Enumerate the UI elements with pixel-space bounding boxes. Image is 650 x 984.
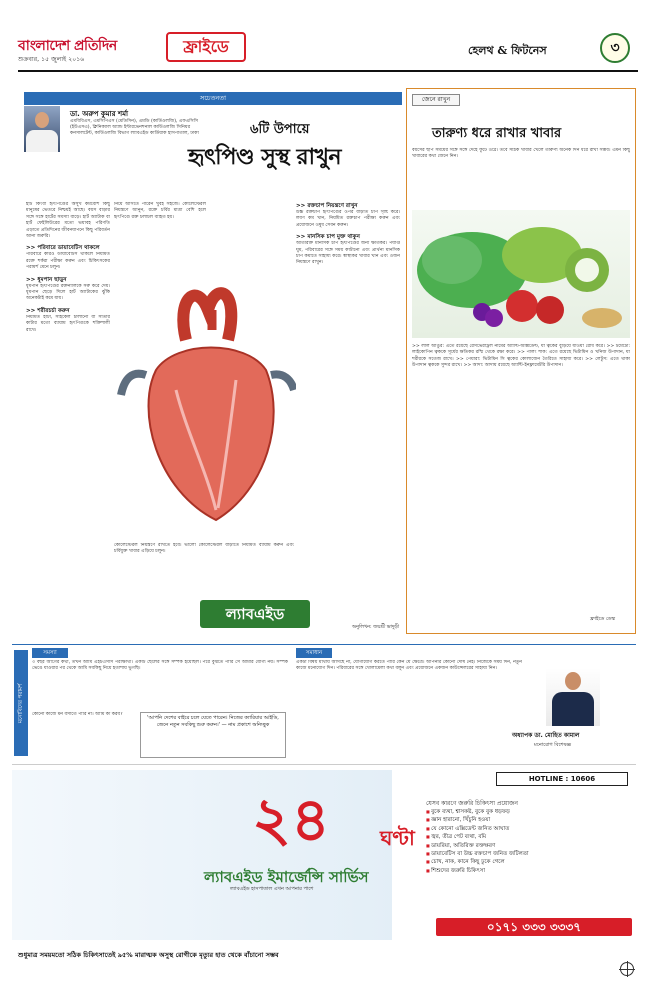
food-article-label: জেনে রাখুন <box>412 94 460 106</box>
ginger <box>582 308 622 328</box>
pull-quote: 'আপনি দেশের বাইরে চলে যেতে পারেন। নিজের ক্যারিয়ার আইডি, জেনে নতুন সবকিছু শুরু করুন।' — নাম প্রকাশে অনিচ্ছুক <box>140 712 286 758</box>
author-credentials: এমবিবিএস, এমসিপিএস (মেডিসিন), এমডি (কার্ডিওলজি), এফএসিসি (ইউএসএ), ক্লিনিক্যাল অ্যান্ড ইন্টারভেনশনাল কার্ডিওলজি সিনিয়র কনসালটেন্ট, কার্ডিওলজি বিভাগ ল্যাবএইড কার্ডিয়াক হাসপাতাল, ঢাকা <box>70 119 199 137</box>
paragraph-smoking: ধূমপান হৃৎপিণ্ডের রক্তনালিকে সরু করে দেয়। ধূমপান ছেড়ে দিলে হার্ট অ্যাটাকের ঝুঁকি অনেকটাই কমে যায়। <box>26 283 110 302</box>
article-category-label: সচেতনতা <box>24 92 402 105</box>
paragraph-diabetes: পরিবারে কারও ডায়াবেটিস থাকলে নিয়মিত রক্তে শর্করা পরীক্ষা করুন এবং চিকিৎসকের পরামর্শ মেনে চলুন। <box>26 252 110 271</box>
food-article-intro: বয়সের ছাপ সময়ের সঙ্গে সঙ্গে দেহে ফুটে ওঠে। তবে সঠিক খাবার খেলে তারুণ্য অনেক দিন ধরে রাখা সম্ভব। এমন কিছু খাবারের কথা জেনে নিন। <box>412 148 630 160</box>
list-item: ■ জ্বর, তীব্র পেট ব্যথা, বমি <box>426 833 630 841</box>
header-divider <box>18 70 638 72</box>
solution-label: সমাধান <box>296 648 332 658</box>
subheading-exercise: >> শরীরচর্চা করুন <box>26 307 70 314</box>
problem-label: সমস্যা <box>32 648 68 658</box>
aorta-arch <box>183 293 231 340</box>
author-name: ডা. অরুপ কুমার শর্মা <box>70 110 129 118</box>
vein <box>271 374 294 390</box>
heart-illustration <box>116 280 296 538</box>
issue-date: শুক্রবার, ১৫ জুলাই ২০১৬ <box>18 56 85 63</box>
page-number: ৩ <box>600 33 630 63</box>
problem-text: ৩ বছর আগের কথা, তখন আমি এইচএসসি পরীক্ষার্থী। একটি ছেলের সঙ্গে সম্পর্ক হয়েছিল। পরে বুঝতে পারি সে আমার যোগ্য নয়। সম্পর্ক ভেঙে যাওয়ার পর থেকে আমি সবকিছু নিয়ে হতাশায় ভুগছি। <box>32 660 288 672</box>
author-photo <box>24 106 60 152</box>
article-column-1 <box>26 202 110 632</box>
vein <box>121 374 146 395</box>
food-article-body: >> লাল আঙুর: এতে রয়েছে রেসভেরাট্রল নামের অ্যান্টি-অক্সিডেন্ট, যা ত্বকের বুড়িয়ে যাওয়া রোধ করে। >> টমেটো: লাইকোপিন ত্বককে সূর্যের ক্ষতিকর রশ্মি থেকে রক্ষা করে। >> পালং শাক: এতে রয়েছে ভিটামিন ও খনিজ উপাদান, যা শরীরকে সতেজ রাখে। >> পেয়ারা: ভিটামিন সি ত্বকের কোলাজেন তৈরিতে সাহায্য করে। >> লেটুস: এতে থাকা উপাদান ত্বককে সুন্দর রাখে। >> আদা: আদায় রয়েছে অ্যান্টি-ইনফ্লামেটরি উপাদান। <box>412 344 630 369</box>
food-article-credit: ফ্রাইডে ডেস্ক <box>590 616 616 622</box>
list-item: ■ জ্ঞান হারানো, খিঁচুনি হওয়া <box>426 816 630 824</box>
paragraph-blood-pressure: উচ্চ রক্তচাপ হৃৎপিণ্ডের ওপর বাড়তি চাপ সৃষ্টি করে। লবণ কম খান, নিয়মিত রক্তচাপ পরীক্ষা করুন এবং প্রয়োজনে ওষুধ সেবন করুন। <box>296 210 400 228</box>
list-item: ■ বুকে ব্যথা, শ্বাসকষ্ট, বুকে বুক ধড়ফড় <box>426 808 630 816</box>
paragraph-exercise: নিয়মিত হাঁটা, সাইকেল চালানো বা সাঁতার কাটার মতো ব্যায়াম হৃৎপিণ্ডকে শক্তিশালী রাখে। <box>26 314 110 333</box>
ad-hours-word: ঘণ্টা <box>380 826 415 850</box>
subheading-blood-pressure: >> রক্তচাপ নিয়ন্ত্রণে রাখুন <box>296 203 358 209</box>
ad-hours-number: ২৪ <box>252 785 330 855</box>
hotline-box: HOTLINE : 10606 <box>496 772 628 786</box>
grapes <box>485 309 503 327</box>
problem-text-continued: কোনো কাজে মন বসাতে পারি না। আমি কী করব? <box>32 712 123 717</box>
registration-mark-icon <box>620 962 634 976</box>
article-intro: হার্ট কিংবা হৃৎপিণ্ডের অসুখ কমবেশি কিছু মানুষের ভেতরে নিশ্চয়ই আছে। বয়স বাড়ার সঙ্গে সঙ্গে হার্টের সমস্যা বাড়ে। হার্ট অ্যাটাক বা হার্ট ফেইলিউরের মতো ভয়াবহ পরিণতি এড়াতে প্রতিদিনের জীবনযাপনে কিছু পরিবর্তন আনা জরুরি। <box>26 202 110 240</box>
newspaper-name: বাংলাদেশ প্রতিদিন <box>18 38 117 54</box>
ad-tagline: ল্যাবএইড হাসপাতাল এখন আপনার পাশে <box>230 886 314 892</box>
article-column-3 <box>296 202 400 596</box>
list-item: ■ চোখ, নাক, কানে কিছু ঢুকে গেলে <box>426 858 630 866</box>
subheading-stress: >> মানসিক চাপ মুক্ত থাকুন <box>296 234 360 241</box>
qa-side-label: মনোবিদের পরামর্শ <box>14 650 28 756</box>
ad-list-title: যেসব কারণে জরুরি চিকিৎসা প্রয়োজন <box>426 800 518 807</box>
subheading-smoking: >> ধূমপান ছাড়ুন <box>26 276 67 283</box>
solution-text: একটা বিষয় মাথায় আসছে না, যোগাযোগ করতে পারি কেন যে ক্ষেত্রে। আপনার কোনো দোষ নেই। নিজেকে সময় দিন, নতুন কাজে মনোযোগ দিন। পরিবারের সঙ্গে খোলামেলা কথা বলুন এবং প্রয়োজনে একজন কাউন্সেলরের সাহায্য নিন। <box>296 660 522 672</box>
ad-service-name: ল্যাবএইড ইমার্জেন্সি সার্ভিস <box>204 868 369 886</box>
section-title: হেলথ & ফিটনেস <box>468 44 547 57</box>
doctor-photo <box>546 668 600 726</box>
tomato <box>536 296 564 324</box>
paragraph-stress: অতিরিক্ত মানসিক চাপ হৃৎপিণ্ডের জন্য ক্ষতিকর। পর্যাপ্ত ঘুম, পরিবারের সঙ্গে সময় কাটানো এবং প্রার্থনা মানসিক চাপ কমাতে সাহায্য করে। স্বাস্থ্যকর খাবার খান এবং ওজন নিয়ন্ত্রণে রাখুন। <box>296 241 400 266</box>
list-item: ■ ডায়রিয়া, অতিরিক্ত রক্তক্ষরণ <box>426 842 630 850</box>
ad-background-image <box>12 770 392 940</box>
headline: হৃৎপিণ্ড সুস্থ রাখুন <box>188 144 342 170</box>
phone-number: ০১৭১ ৩৩৩ ৩৩৩৭ <box>436 918 632 936</box>
doctor-title: মনোরোগ বিশেষজ্ঞ <box>534 742 572 748</box>
sponsor-logo: ল্যাবএইড <box>200 600 310 628</box>
ad-footer-text: শুধুমাত্র সময়মতো সঠিক চিকিৎসাতেই ৯৫% মারাত্মক অসুস্থ রোগীকে মৃত্যুর হাত থেকে বাঁচানো সম্ভব <box>18 951 279 959</box>
doctor-name: অধ্যাপক ডা. মোহিত কামাল <box>512 732 580 739</box>
spinach-leaves <box>422 236 482 284</box>
article-bottom-text: কোলেস্টেরল নিয়ন্ত্রণে রাখতে হবে। ভালো কোলেস্টেরল বাড়াতে নিয়মিত ব্যায়াম করুন এবং চর্বিযুক্ত খাবার এড়িয়ে চলুন। <box>114 543 294 555</box>
subheading-diabetes: >> পরিবারে ডায়াবেটিস থাকলে <box>26 245 100 252</box>
headline-kicker: ৬টি উপায়ে <box>250 122 310 137</box>
supplement-logo: ফ্রাইডে <box>166 32 246 62</box>
tomato <box>506 290 538 322</box>
food-article-title: তারুণ্য ধরে রাখার খাবার <box>432 126 562 141</box>
transcription-credit: অনুলিখন: জয়শ্রী ভাদুড়ী <box>352 625 400 630</box>
article-column-2: নিয়ে আসতে পারেন খুবই সহজে। কোলেস্টেরল নিয়ন্ত্রণে আনুন, রক্তে চর্বির মাত্রা বেশি হলে হৃৎপিণ্ডে রক্ত চলাচল ব্যাহত হয়। <box>114 202 206 220</box>
masthead <box>18 30 638 70</box>
list-item: ■ শিশুদের জরুরি চিকিৎসা <box>426 867 630 875</box>
guava-cut <box>575 258 599 282</box>
emergency-conditions-list <box>426 808 630 875</box>
vegetables-image <box>412 210 630 338</box>
list-item: ■ যে কোনো এক্সিডেন্ট জনিত আঘাত <box>426 825 630 833</box>
list-item: ■ ডায়াবেটিস বা উচ্চ রক্তচাপ জনিত জটিলতা <box>426 850 630 858</box>
